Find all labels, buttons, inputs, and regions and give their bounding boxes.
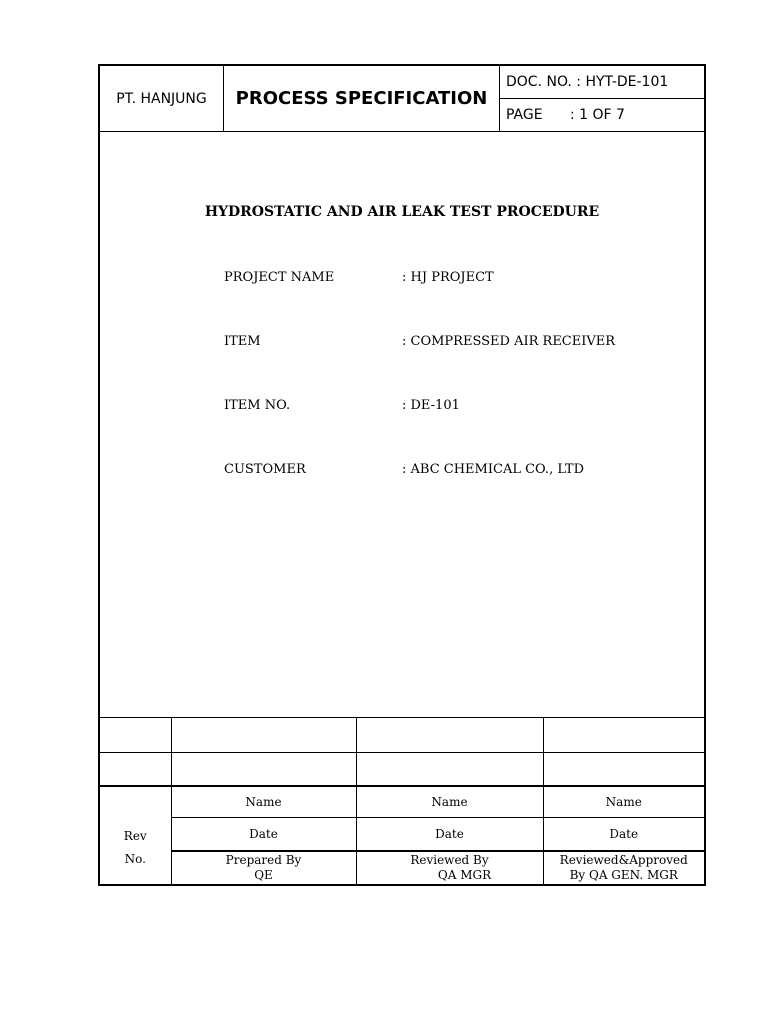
page-indicator xyxy=(500,99,706,132)
field-value: : HJ PROJECT xyxy=(402,270,494,285)
no-label: No. xyxy=(124,851,146,866)
signoff-table xyxy=(100,717,704,884)
revision-row xyxy=(100,753,704,786)
field-value: : ABC CHEMICAL CO., LTD xyxy=(402,462,584,477)
page-value: : 1 OF 7 xyxy=(570,107,625,123)
spec-title: PROCESS SPECIFICATION xyxy=(224,66,500,132)
name-row xyxy=(100,786,704,818)
field-label: CUSTOMER xyxy=(224,462,306,477)
field-value: : DE-101 xyxy=(402,398,460,413)
role-row xyxy=(100,851,704,884)
approved-date: Date xyxy=(543,818,704,851)
approved-name: Name xyxy=(543,786,704,818)
field-label: ITEM xyxy=(224,334,261,349)
prepared-date: Date xyxy=(171,818,356,851)
document-title: HYDROSTATIC AND AIR LEAK TEST PROCEDURE xyxy=(204,204,600,220)
field-label: ITEM NO. xyxy=(224,398,291,413)
rev-label: Rev xyxy=(123,828,147,843)
date-row xyxy=(100,818,704,851)
field-label: PROJECT NAME xyxy=(224,270,335,285)
prepared-name: Name xyxy=(171,786,356,818)
revision-row xyxy=(100,718,704,753)
approved-by: Reviewed&Approved By QA GEN. MGR xyxy=(543,851,704,884)
field-value: : COMPRESSED AIR RECEIVER xyxy=(402,334,616,349)
doc-number: DOC. NO. : HYT-DE-101 xyxy=(500,66,706,99)
reviewed-name: Name xyxy=(356,786,543,818)
rev-no-cell xyxy=(100,786,171,884)
page-label: PAGE xyxy=(506,107,543,123)
document-sheet xyxy=(98,64,706,886)
company-name: PT. HANJUNG xyxy=(100,66,224,132)
reviewed-date: Date xyxy=(356,818,543,851)
prepared-by: Prepared By QE xyxy=(171,851,356,884)
reviewed-by: Reviewed By QA MGR xyxy=(356,851,543,884)
